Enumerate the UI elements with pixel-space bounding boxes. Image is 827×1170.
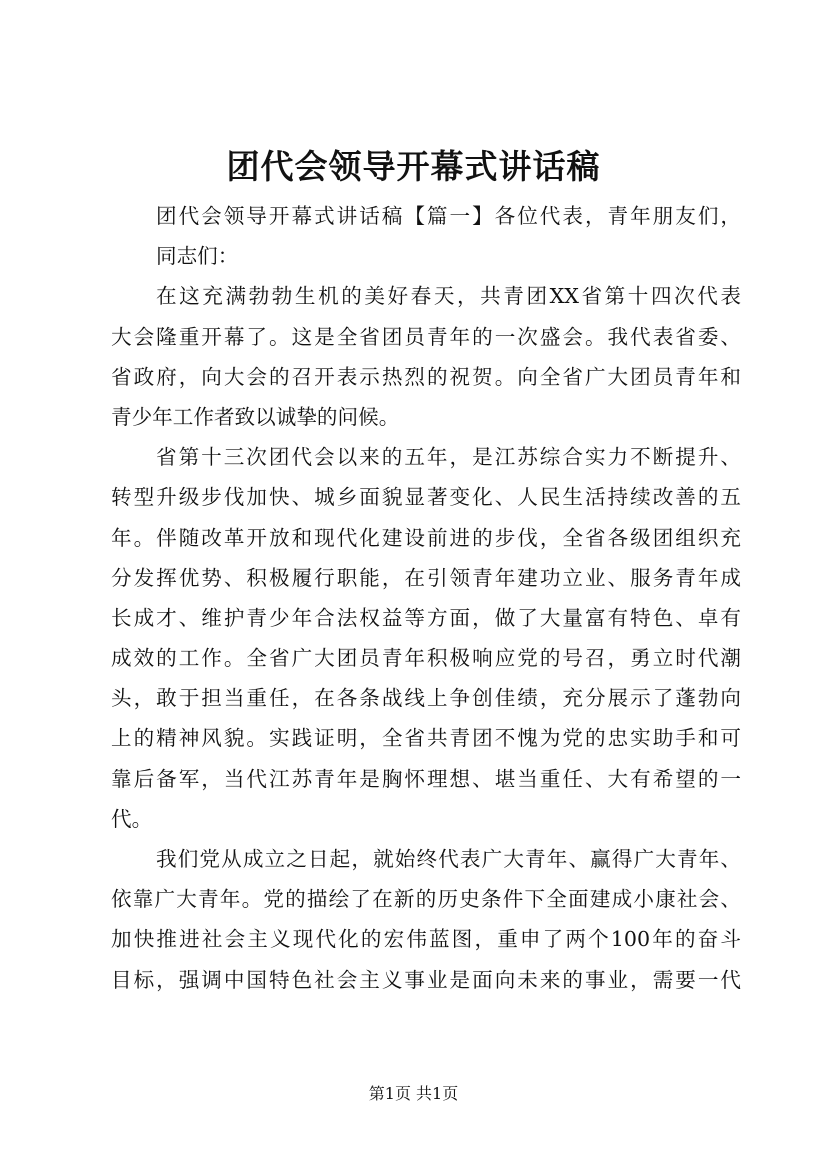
document-body (111, 196, 741, 1000)
text-line: 上的精神风貌。实践证明，全省共青团不愧为党的忠实助手和可 (111, 726, 741, 751)
text-line: 长成才、维护青少年合法权益等方面，做了大量富有特色、卓有 (111, 605, 741, 630)
text-line: 团代会领导开幕式讲话稿【篇一】各位代表，青年朋友们， (156, 204, 741, 228)
text-line: 省政府，向大会的召开表示热烈的祝贺。向全省广大团员青年和 (111, 364, 741, 389)
text-line: 加快推进社会主义现代化的宏伟蓝图，重申了两个100年的奋斗 (111, 927, 741, 952)
text-line: 依靠广大青年。党的描绘了在新的历史条件下全面建成小康社会、 (111, 887, 741, 912)
text-line: 成效的工作。全省广大团员青年积极响应党的号召，勇立时代潮 (111, 646, 741, 671)
text-line: 代。 (111, 806, 153, 831)
text-line: 大会隆重开幕了。这是全省团员青年的一次盛会。我代表省委、 (111, 324, 741, 349)
page-number-footer: 第1页 共1页 (368, 1084, 459, 1103)
text-line: 青少年工作者致以诚挚的问候。 (111, 404, 400, 429)
text-line: 在这充满勃勃生机的美好春天，共青团XX省第十四次代表 (156, 284, 741, 309)
text-line: 目标，强调中国特色社会主义事业是面向未来的事业，需要一代 (111, 967, 741, 992)
text-line: 分发挥优势、积极履行职能，在引领青年建功立业、服务青年成 (111, 565, 741, 590)
text-line: 省第十三次团代会以来的五年，是江苏综合实力不断提升、 (156, 445, 741, 470)
document-title: 团代会领导开幕式讲话稿 (226, 147, 601, 186)
text-line: 靠后备军，当代江苏青年是胸怀理想、堪当重任、大有希望的一 (111, 766, 741, 791)
text-line: 年。伴随改革开放和现代化建设前进的步伐，全省各级团组织充 (111, 525, 741, 550)
text-line: 我们党从成立之日起，就始终代表广大青年、赢得广大青年、 (156, 847, 741, 871)
text-line: 同志们： (156, 244, 239, 269)
text-line: 转型升级步伐加快、城乡面貌显著变化、人民生活持续改善的五 (111, 485, 741, 510)
text-line: 头，敢于担当重任，在各条战线上争创佳绩，充分展示了蓬勃向 (111, 686, 741, 711)
